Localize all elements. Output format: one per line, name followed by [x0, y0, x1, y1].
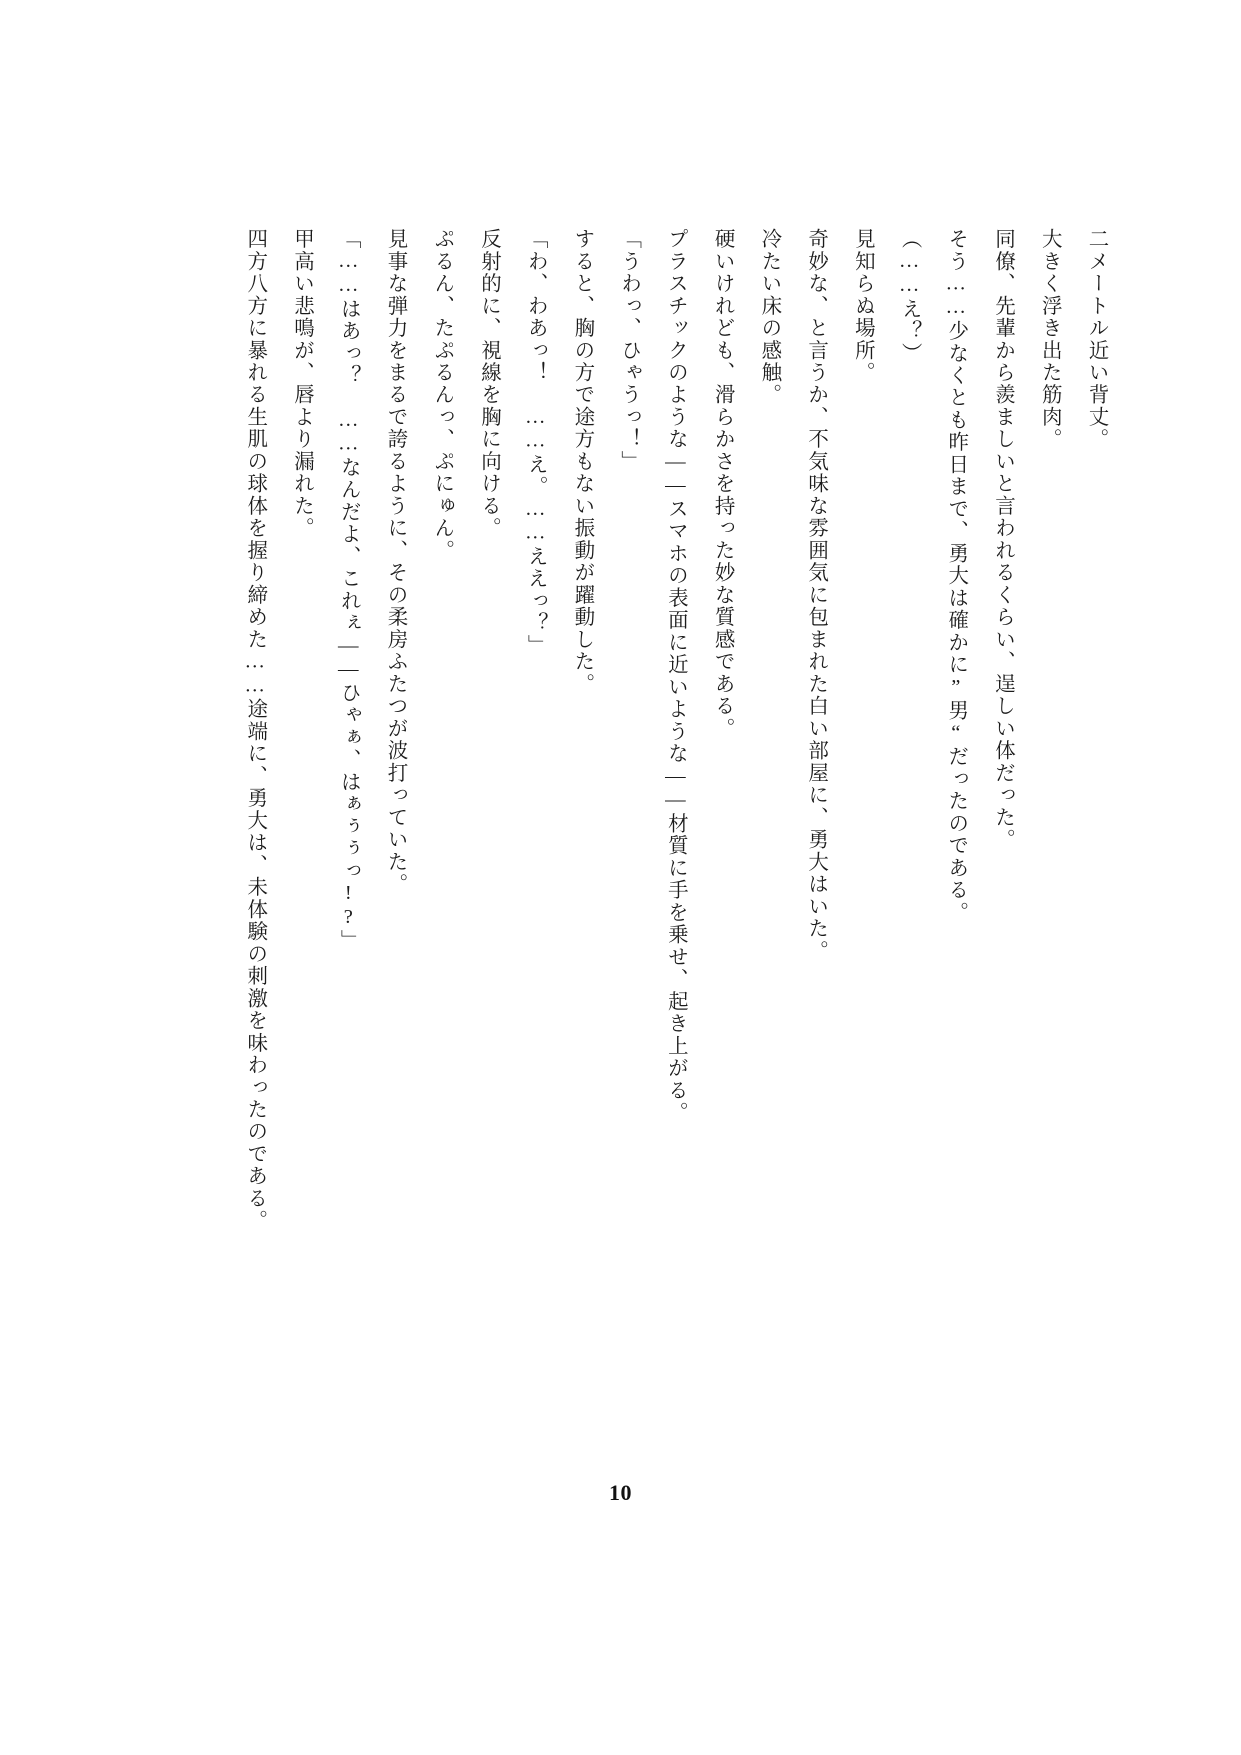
body-line: 大きく浮き出た筋肉。 — [1038, 228, 1061, 451]
body-line: 「……はあっ？ ……なんだよ、これぇ――ひゃぁ、はぁぅぅっ!?」 — [337, 228, 360, 952]
body-line: （……え？） — [898, 228, 921, 365]
vertical-text-body — [159, 228, 1119, 1288]
body-line: 見知らぬ場所。 — [851, 228, 874, 384]
body-line: そう……少なくとも昨日まで、勇大は確かに”男“だったのである。 — [944, 228, 967, 924]
body-line: プラスチックのような――スマホの表面に近いような――材質に手を乗せ、起き上がる。 — [664, 228, 687, 1124]
body-line: 「わ、わあっ！ ……え。……ええっ？」 — [524, 228, 547, 657]
body-line: ぷるん、たぷるんっ、ぷにゅん。 — [430, 228, 453, 562]
body-line: 見事な弾力をまるで誇るように、その柔房ふたつが波打っていた。 — [383, 228, 406, 896]
body-line: 同僚、先輩から羨ましいと言われるくらい、逞しい体だった。 — [991, 228, 1014, 851]
body-line: 二メートル近い背丈。 — [1085, 228, 1107, 451]
body-line: すると、胸の方で途方もない振動が躍動した。 — [570, 228, 593, 696]
body-line: 甲高い悲鳴が、唇より漏れた。 — [290, 228, 313, 540]
body-line: 「うわっ、ひゃうっ！」 — [617, 228, 640, 473]
body-line: 硬いけれども、滑らかさを持った妙な質感である。 — [711, 228, 734, 740]
body-line: 奇妙な、と言うか、不気味な雰囲気に包まれた白い部屋に、勇大はいた。 — [804, 228, 827, 963]
body-line: 冷たい床の感触。 — [757, 228, 780, 406]
page-number: 10 — [609, 1480, 632, 1505]
body-line: 四方八方に暴れる生肌の球体を握り締めた……途端に、勇大は、未体験の刺激を味わったのである。 — [243, 228, 266, 1232]
body-line: 反射的に、視線を胸に向ける。 — [477, 228, 500, 540]
